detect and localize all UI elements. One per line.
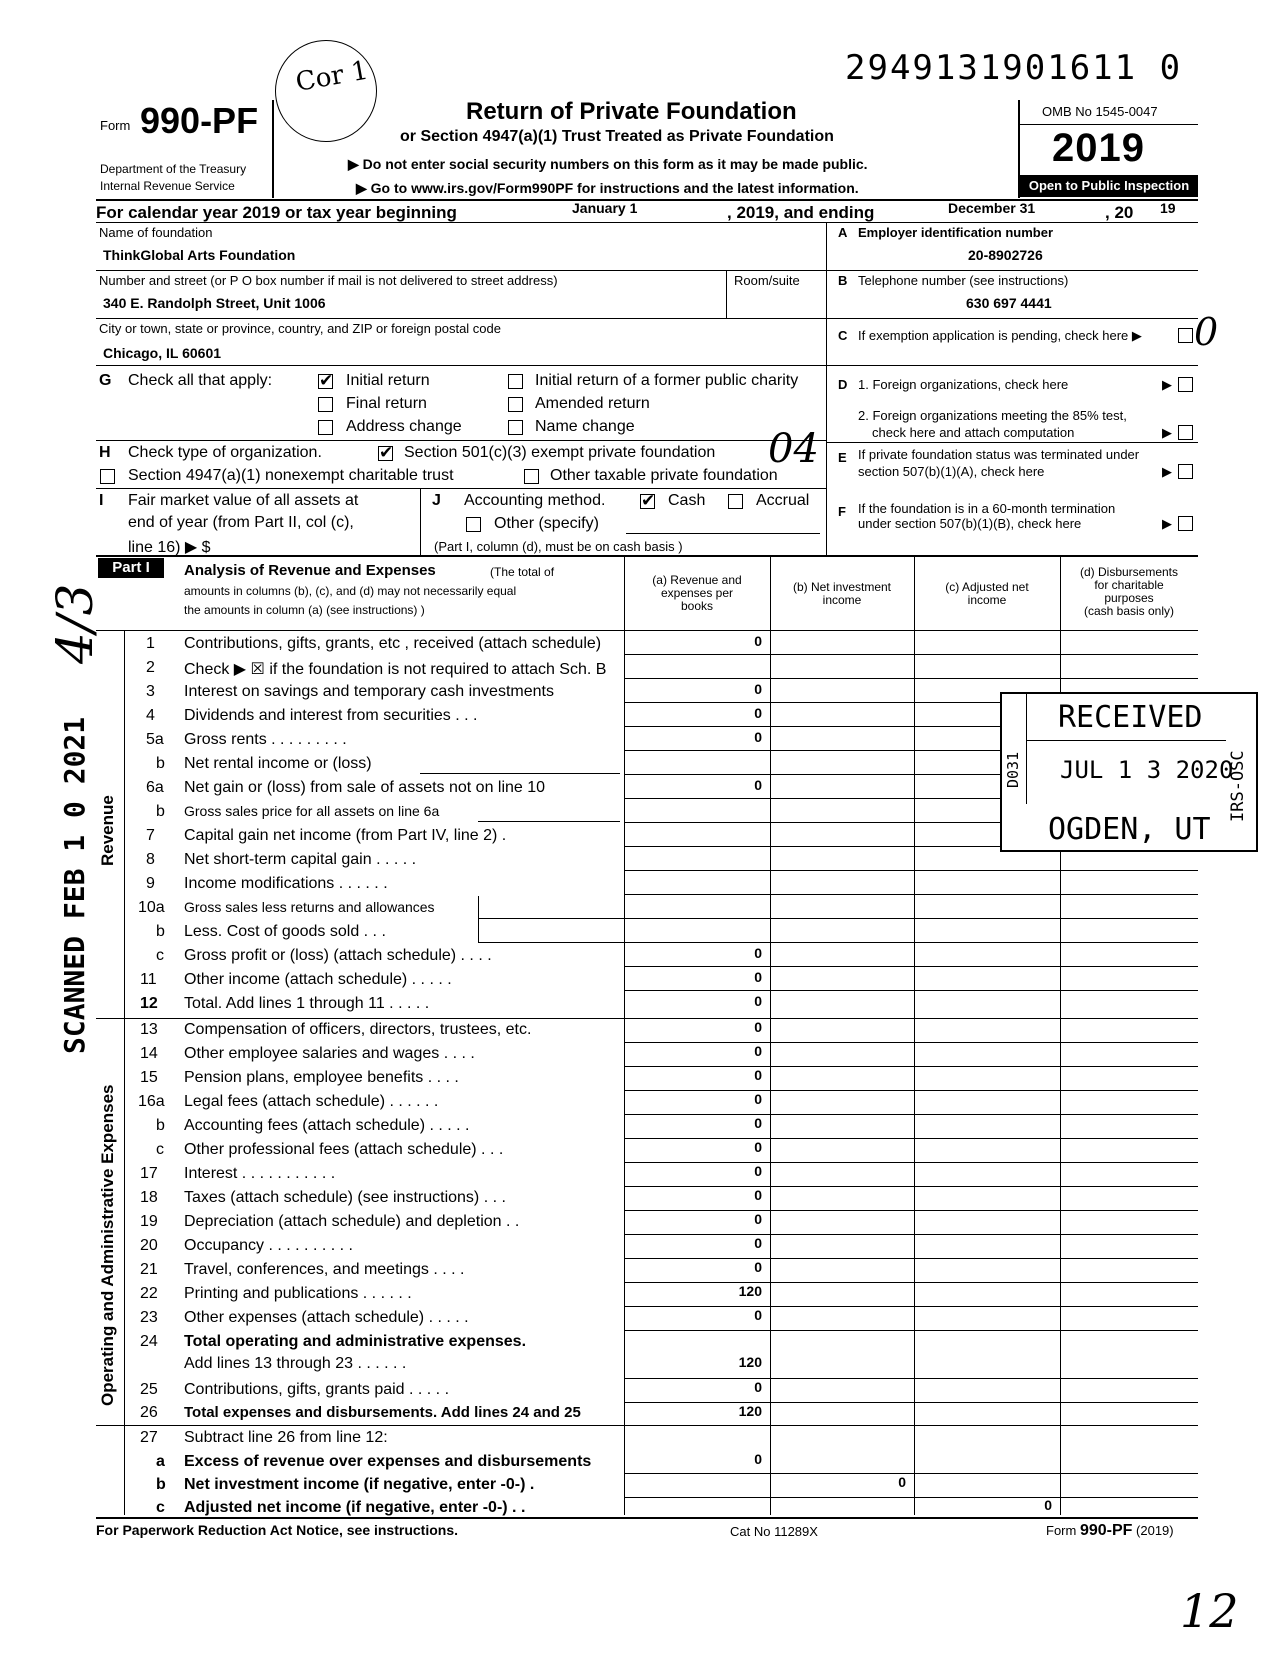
line-num: 16a — [138, 1093, 165, 1110]
cash-label: Cash — [668, 492, 706, 509]
e-label-1: If private foundation status was terminated under — [858, 447, 1140, 462]
line-text: Subtract line 26 from line 12: — [184, 1429, 388, 1446]
footer-form-pre: Form — [1046, 1523, 1080, 1538]
expense-line27-split — [96, 1425, 626, 1426]
line-text: Net short-term capital gain . . . . . — [184, 851, 417, 868]
line-text: Pension plans, employee benefits . . . . — [184, 1069, 459, 1086]
line-text: Other professional fees (attach schedule) . . . — [184, 1141, 504, 1158]
address-change-checkbox[interactable] — [318, 420, 333, 435]
amended-return-label: Amended return — [535, 395, 650, 412]
col-a-header — [626, 574, 768, 613]
i-label-2: end of year (from Part II, col (c), — [128, 514, 354, 531]
line-value-a: 0 — [754, 1163, 762, 1179]
notice-url: ▶ Go to www.irs.gov/Form990PF for instructions and the latest information. — [356, 180, 859, 196]
col-b-left — [770, 555, 771, 1515]
grid-line — [624, 1210, 1198, 1211]
grid-line — [624, 654, 1198, 655]
line-text: Occupancy . . . . . . . . . . — [184, 1237, 353, 1254]
received-stamp-code: D031 — [1004, 751, 1022, 788]
tax-year: 2019 — [1052, 126, 1145, 170]
line-num: 17 — [140, 1165, 158, 1182]
e-checkbox[interactable] — [1178, 464, 1193, 479]
line-num: 11 — [140, 971, 157, 988]
line-num: 8 — [146, 851, 155, 868]
form-subtitle: or Section 4947(a)(1) Trust Treated as Private Foundation — [400, 128, 834, 145]
line-num: b — [156, 1117, 165, 1134]
grid-line — [624, 966, 1198, 967]
line-num: 2 — [146, 659, 155, 676]
grid-line — [624, 1234, 1198, 1235]
department: Department of the Treasury — [100, 162, 247, 176]
line-text: Dividends and interest from securities . . . — [184, 707, 478, 724]
line-num: 22 — [140, 1285, 158, 1302]
foundation-name: ThinkGlobal Arts Foundation — [103, 247, 296, 263]
line-text: Net rental income or (loss) — [184, 755, 372, 772]
line-num: 10a — [138, 899, 165, 916]
accrual-checkbox[interactable] — [728, 494, 743, 509]
def-divider-1 — [826, 442, 1198, 443]
line-text: Depreciation (attach schedule) and depletion . . — [184, 1213, 520, 1230]
line-value-a: 0 — [754, 1019, 762, 1035]
col-d-h4: (cash basis only) — [1083, 604, 1175, 618]
grid-line — [624, 1090, 1198, 1091]
line-text-1: Total operating and administrative expenses. — [184, 1333, 527, 1350]
f-letter: F — [838, 504, 846, 519]
open-public-inspection: Open to Public Inspection — [1020, 175, 1198, 197]
received-stamp-inner-left — [1026, 694, 1027, 804]
d1-label: 1. Foreign organizations, check here — [858, 377, 1069, 392]
grid-line — [624, 942, 1198, 943]
line-num: 14 — [140, 1045, 158, 1062]
col-c-h2: income — [967, 593, 1007, 607]
line-text: Check ▶ ☒ if the foundation is not required to attach Sch. B — [184, 661, 607, 678]
f-arrow: ▶ — [1162, 516, 1172, 531]
other-method-label: Other (specify) — [494, 515, 599, 532]
line-text: Total. Add lines 1 through 11 . . . . . — [184, 995, 430, 1012]
d1-arrow: ▶ — [1162, 377, 1172, 392]
line-num: 18 — [140, 1189, 158, 1206]
col-b-h1: (b) Net investment — [792, 580, 892, 594]
accrual-label: Accrual — [756, 492, 810, 509]
line-value-a: 0 — [754, 1235, 762, 1251]
grid-line — [624, 1138, 1198, 1139]
line-text: Gross sales less returns and allowances — [184, 899, 435, 915]
line-10-box-left — [478, 896, 479, 942]
line-27a-letter: a — [156, 1453, 165, 1470]
handwritten-page-number: 12 — [1180, 1584, 1239, 1638]
line-num: 1 — [146, 635, 155, 652]
scanned-stamp: SCANNED FEB 1 0 2021 — [58, 716, 91, 1054]
line-value-a: 0 — [754, 1139, 762, 1155]
other-method-checkbox[interactable] — [466, 517, 481, 532]
city-label: City or town, state or province, country, and ZIP or foreign postal code — [99, 321, 501, 336]
part1-title: Analysis of Revenue and Expenses — [184, 562, 436, 579]
exemption-pending-label: If exemption application is pending, check here ▶ — [858, 328, 1142, 343]
line-27b-letter: b — [156, 1476, 166, 1493]
handwritten-04: 04 — [768, 426, 819, 472]
grid-line — [624, 1066, 1198, 1067]
dln-number: 2949131901611 0 — [845, 48, 1183, 88]
line-10b-entry — [478, 942, 624, 943]
g-bottom-rule — [96, 440, 826, 441]
line-27a-text: Excess of revenue over expenses and disbursements — [184, 1453, 592, 1470]
part1-label: Part I — [98, 558, 164, 578]
handwritten-left: 4/3 — [46, 583, 104, 664]
line-text: Legal fees (attach schedule) . . . . . . — [184, 1093, 439, 1110]
room-label: Room/suite — [734, 273, 800, 288]
line-text: Contributions, gifts, grants paid . . . . . — [184, 1381, 450, 1398]
other-taxable-checkbox[interactable] — [524, 469, 539, 484]
col-d-h2: for charitable — [1094, 578, 1164, 592]
a-letter: A — [838, 225, 848, 240]
d-letter: D — [838, 377, 848, 392]
d2-label-1: 2. Foreign organizations meeting the 85% test, — [858, 408, 1127, 423]
line-num: 27 — [140, 1429, 158, 1446]
line-num: 9 — [146, 875, 155, 892]
part1-desc-2: amounts in columns (b), (c), and (d) may not necessarily equal — [184, 584, 517, 598]
col-c-h1: (c) Adjusted net — [945, 580, 1029, 594]
line-27b-value: 0 — [898, 1474, 906, 1490]
line-value-a: 0 — [754, 1067, 762, 1083]
grid-line — [624, 1497, 1198, 1498]
calendar-bottom-rule — [96, 222, 1198, 223]
line-num: 21 — [140, 1261, 158, 1278]
side-revenue: Revenue — [98, 795, 117, 866]
line-value-a: 0 — [754, 1115, 762, 1131]
line-num: c — [156, 1141, 164, 1158]
line-value-a: 0 — [754, 969, 762, 985]
part1-desc-3: the amounts in column (a) (see instructions) ) — [184, 603, 425, 617]
grid-line — [624, 990, 1198, 991]
line-27c-letter: c — [156, 1499, 165, 1516]
form-title: Return of Private Foundation — [466, 98, 797, 125]
initial-return-check: ✔ — [319, 371, 334, 390]
grid-line — [624, 1282, 1198, 1283]
notice-ssn: ▶ Do not enter social security numbers on this form as it may be made public. — [348, 156, 868, 172]
d2-checkbox[interactable] — [1178, 425, 1193, 440]
grid-line — [624, 1330, 1198, 1331]
address-change-label: Address change — [346, 418, 462, 435]
d2-label-2: check here and attach computation — [872, 425, 1075, 440]
line-5b-entry — [420, 773, 620, 774]
received-stamp-place: OGDEN, UT — [1048, 812, 1211, 847]
cash-check: ✔ — [641, 491, 656, 510]
phone-rule — [826, 318, 1198, 319]
line-text: Income modifications . . . . . . — [184, 875, 388, 892]
line-27c-text: Adjusted net income (if negative, enter -0-) . . — [184, 1499, 526, 1516]
footer-cat: Cat No 11289X — [730, 1524, 818, 1539]
handwritten-c-mark: 0 — [1194, 310, 1219, 354]
line-text: Interest . . . . . . . . . . . — [184, 1165, 336, 1182]
line-text: Printing and publications . . . . . . — [184, 1285, 412, 1302]
name-rule — [96, 270, 826, 271]
received-stamp — [1000, 692, 1258, 852]
line-value-a: 0 — [754, 633, 762, 649]
footer-rule — [96, 1517, 1198, 1519]
correspondence-stamp-text: Cor 1 — [293, 55, 371, 98]
line-text: Travel, conferences, and meetings . . . . — [184, 1261, 465, 1278]
line-text: Net gain or (loss) from sale of assets not on line 10 — [184, 779, 546, 796]
f-label-1: If the foundation is in a 60-month termination — [858, 501, 1116, 516]
line-num: 12 — [140, 995, 158, 1012]
amended-return-checkbox[interactable] — [508, 397, 523, 412]
line-text: Compensation of officers, directors, trustees, etc. — [184, 1021, 532, 1038]
line-value-a: 0 — [754, 729, 762, 745]
name-change-checkbox[interactable] — [508, 420, 523, 435]
street-rule — [96, 318, 826, 319]
line-text: Interest on savings and temporary cash investments — [184, 683, 554, 700]
ein-rule — [826, 270, 1198, 271]
ij-divider — [420, 488, 421, 555]
f-checkbox[interactable] — [1178, 516, 1193, 531]
calendar-label: For calendar year 2019 or tax year beginning — [96, 203, 457, 222]
cash-basis-note: (Part I, column (d), must be on cash basis ) — [434, 539, 683, 554]
g-letter: G — [99, 372, 112, 389]
side-label-divider — [124, 630, 125, 1515]
line-num: 15 — [140, 1069, 158, 1086]
street-label: Number and street (or P O box number if mail is not delivered to street address) — [99, 273, 558, 288]
4947-checkbox[interactable] — [100, 469, 115, 484]
h-bottom-rule — [96, 488, 826, 489]
col-a-h2: expenses per — [660, 586, 734, 600]
line-value-a: 0 — [754, 945, 762, 961]
city-address: Chicago, IL 60601 — [103, 345, 222, 361]
grid-line — [624, 1114, 1198, 1115]
col-b-header — [772, 581, 912, 607]
grid-line — [624, 1018, 1198, 1019]
form-prefix: Form — [100, 118, 131, 133]
line-num: 4 — [146, 707, 155, 724]
header-left-divider — [272, 100, 274, 198]
footer-form-year: (2019) — [1132, 1523, 1174, 1538]
501c3-check: ✔ — [379, 443, 394, 462]
footer-form — [1046, 1522, 1174, 1540]
footer-paperwork: For Paperwork Reduction Act Notice, see instructions. — [96, 1522, 458, 1538]
calendar-end-year: 19 — [1160, 200, 1176, 216]
received-stamp-irs: IRS-OSC — [1228, 750, 1248, 822]
i-letter: I — [99, 492, 104, 509]
line-text: Other expenses (attach schedule) . . . . . — [184, 1309, 469, 1326]
other-method-line — [626, 533, 820, 534]
grid-line — [624, 1186, 1198, 1187]
former-charity-label: Initial return of a former public charity — [535, 372, 799, 389]
received-stamp-rule — [1026, 740, 1226, 741]
line-value-a: 120 — [738, 1283, 762, 1299]
col-c-left — [914, 555, 915, 1515]
j-label: Accounting method. — [464, 492, 606, 509]
line-num: 24 — [140, 1333, 158, 1350]
phone-value: 630 697 4441 — [966, 295, 1052, 311]
grid-line — [624, 1042, 1198, 1043]
line-num: 20 — [140, 1237, 158, 1254]
line-num: b — [156, 923, 165, 940]
col-d-header — [1062, 566, 1196, 618]
line-value-a: 0 — [754, 1379, 762, 1395]
col-c-header — [916, 581, 1058, 607]
line-text: Gross profit or (loss) (attach schedule) . . . . — [184, 947, 492, 964]
other-taxable-label: Other taxable private foundation — [550, 467, 778, 484]
street-address: 340 E. Randolph Street, Unit 1006 — [103, 295, 326, 311]
col-a-left — [624, 555, 625, 1515]
line-6b-entry — [478, 821, 620, 822]
col-a-h1: (a) Revenue and — [652, 573, 742, 587]
line-value-a: 120 — [738, 1403, 762, 1419]
b-letter: B — [838, 273, 848, 288]
received-stamp-date: JUL 1 3 2020 — [1060, 756, 1234, 784]
name-label: Name of foundation — [99, 225, 213, 240]
side-expenses: Operating and Administrative Expenses — [98, 1084, 117, 1406]
line-text: Contributions, gifts, grants, etc , received (attach schedule) — [184, 635, 602, 652]
line-text: Less. Cost of goods sold . . . — [184, 923, 386, 940]
col-d-h3: purposes — [1104, 591, 1154, 605]
line-text-2: Add lines 13 through 23 . . . . . . — [184, 1355, 407, 1372]
line-value-a: 0 — [754, 777, 762, 793]
line-value-a: 0 — [754, 1259, 762, 1275]
calendar-end: December 31 — [948, 200, 1036, 216]
calendar-mid: , 2019, and ending — [727, 203, 875, 222]
line-value-a: 0 — [754, 1307, 762, 1323]
final-return-label: Final return — [346, 395, 427, 412]
city-rule — [96, 365, 1198, 366]
line-value-a: 0 — [754, 1211, 762, 1227]
h-label: Check type of organization. — [128, 444, 322, 461]
f-label-2: under section 507(b)(1)(B), check here — [858, 516, 1082, 531]
line-num: 26 — [140, 1404, 158, 1421]
e-letter: E — [838, 450, 847, 465]
omb-number: OMB No 1545-0047 — [1042, 104, 1158, 119]
ein-value: 20-8902726 — [968, 247, 1043, 263]
grid-line — [624, 1306, 1198, 1307]
501c3-label: Section 501(c)(3) exempt private foundation — [404, 444, 716, 461]
line-text: Gross rents . . . . . . . . . — [184, 731, 347, 748]
line-num: 7 — [146, 827, 155, 844]
line-27a-value: 0 — [754, 1451, 762, 1467]
form-number: 990-PF — [140, 100, 259, 141]
grid-line — [624, 894, 1198, 895]
grid-line — [624, 678, 1198, 679]
line-num: 5a — [146, 731, 164, 748]
line-text: Taxes (attach schedule) (see instructions) . . . — [184, 1189, 506, 1206]
exemption-pending-checkbox[interactable] — [1178, 328, 1193, 343]
name-change-label: Name change — [535, 418, 635, 435]
grid-line — [624, 1162, 1198, 1163]
line-num: 6a — [146, 779, 164, 796]
d1-checkbox[interactable] — [1178, 377, 1193, 392]
line-num: c — [156, 947, 164, 964]
line-text: Other income (attach schedule) . . . . . — [184, 971, 452, 988]
line-text: Accounting fees (attach schedule) . . . . . — [184, 1117, 470, 1134]
initial-return-label: Initial return — [346, 372, 430, 389]
line-value-a: 0 — [754, 705, 762, 721]
grid-line — [624, 1425, 1198, 1426]
e-label-2: section 507(b)(1)(A), check here — [858, 464, 1045, 479]
entity-right-divider — [826, 222, 827, 555]
part1-top-rule — [96, 555, 1198, 557]
i-label-1: Fair market value of all assets at — [128, 492, 359, 509]
part1-header-bottom — [96, 630, 1198, 631]
part1-desc-1: (The total of — [490, 565, 555, 579]
line-num: 19 — [140, 1213, 158, 1230]
line-value-a: 0 — [754, 1043, 762, 1059]
col-a-h3: books — [680, 599, 714, 613]
line-10a-entry — [478, 918, 624, 919]
g-label: Check all that apply: — [128, 372, 273, 389]
received-stamp-title: RECEIVED — [1058, 700, 1203, 735]
line-27c-value: 0 — [1044, 1497, 1052, 1513]
line-27b-text: Net investment income (if negative, enter -0-) . — [184, 1476, 535, 1493]
revenue-expense-split — [96, 1018, 626, 1019]
col-b-h2: income — [822, 593, 862, 607]
irs-service: Internal Revenue Service — [100, 179, 235, 193]
line-text: Total expenses and disbursements. Add lines 24 and 25 — [184, 1404, 581, 1421]
grid-line — [624, 1473, 1198, 1474]
d2-arrow: ▶ — [1162, 425, 1172, 440]
grid-line — [624, 918, 1198, 919]
grid-line — [624, 870, 1198, 871]
line-num: 23 — [140, 1309, 158, 1326]
i-label-3: line 16) ▶ $ — [128, 539, 211, 556]
line-value-a: 0 — [754, 1187, 762, 1203]
line-text: Gross sales price for all assets on line 6a — [184, 803, 440, 819]
line-value-a: 0 — [754, 1091, 762, 1107]
line-value-a: 120 — [738, 1354, 762, 1370]
e-arrow: ▶ — [1162, 464, 1172, 479]
col-d-h1: (d) Disbursements — [1079, 565, 1179, 579]
grid-line — [624, 1258, 1198, 1259]
omb-rule — [1020, 124, 1198, 125]
line-value-a: 0 — [754, 993, 762, 1009]
line-num: 13 — [140, 1021, 158, 1038]
c-letter: C — [838, 328, 848, 343]
footer-form-num: 990-PF — [1079, 1522, 1133, 1539]
former-charity-checkbox[interactable] — [508, 374, 523, 389]
line-value-a: 0 — [754, 681, 762, 697]
calendar-comma20: , 20 — [1105, 203, 1134, 222]
line-text: Other employee salaries and wages . . . . — [184, 1045, 475, 1062]
4947-label: Section 4947(a)(1) nonexempt charitable trust — [128, 467, 454, 484]
calendar-begin: January 1 — [572, 200, 638, 216]
final-return-checkbox[interactable] — [318, 397, 333, 412]
line-num: b — [156, 755, 165, 772]
line-num: b — [156, 803, 165, 820]
line-num: 3 — [146, 683, 155, 700]
j-letter: J — [432, 492, 441, 509]
correspondence-stamp — [267, 32, 385, 150]
line-text: Capital gain net income (from Part IV, line 2) . — [184, 827, 507, 844]
ein-label: Employer identification number — [858, 225, 1054, 240]
room-divider — [726, 270, 727, 318]
phone-label: Telephone number (see instructions) — [858, 273, 1069, 288]
line-num: 25 — [140, 1381, 158, 1398]
h-letter: H — [99, 444, 111, 461]
